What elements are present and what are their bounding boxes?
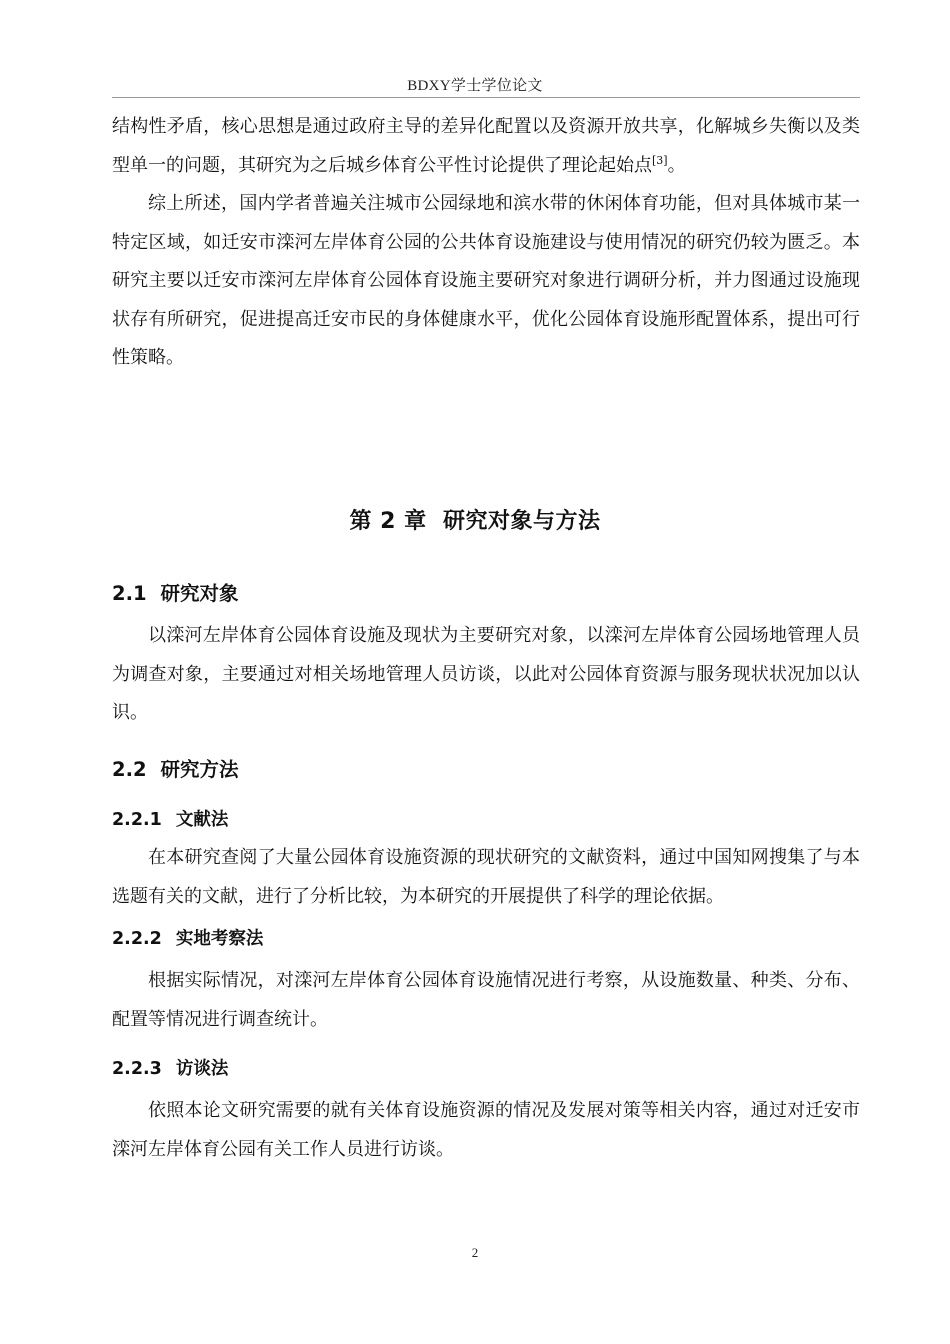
section-title: 研究方法 (160, 758, 239, 781)
intro-paragraph-1 (112, 108, 860, 185)
intro-paragraph-2-text: 综上所述，国内学者普遍关注城市公园绿地和滨水带的休闲体育功能，但对具体城市某一特定区域，如迁安市滦河左岸体育公园的公共体育设施建设与使用情况的研究仍较为匮乏。本研究主要以迁安市滦河左岸体育公园体育设施主要研究对象进行调研分析，并力图通过设施现状存有所研究，促进提高迁安市民的身体健康水平，优化公园体育设施形配置体系，提出可行性策略。 (112, 193, 860, 368)
section-number: 2.1 (112, 582, 147, 605)
running-header: BDXY学士学位论文 (407, 78, 543, 94)
section-2-1-body (112, 617, 860, 733)
section-2-2-1-body (112, 839, 860, 916)
section-2-2-3-paragraph: 依照本论文研究需要的就有关体育设施资源的情况及发展对策等相关内容，通过对迁安市滦河左岸体育公园有关工作人员进行访谈。 (112, 1100, 860, 1160)
subsection-number: 2.2.3 (112, 1059, 162, 1079)
section-2-2-2-body (112, 962, 860, 1039)
chapter-title (0, 504, 950, 535)
section-title: 研究对象 (160, 582, 239, 605)
subsection-number: 2.2.2 (112, 929, 162, 949)
section-heading-2-1 (112, 578, 239, 606)
subsection-heading-2-2-1 (112, 806, 228, 831)
subsection-number: 2.2.1 (112, 810, 162, 830)
citation-ref: [3] (652, 153, 668, 167)
section-heading-2-2 (112, 754, 239, 782)
page-number: 2 (471, 1245, 479, 1260)
section-number: 2.2 (112, 758, 147, 781)
subsection-title: 访谈法 (175, 1059, 229, 1079)
section-2-1-paragraph: 以滦河左岸体育公园体育设施及现状为主要研究对象，以滦河左岸体育公园场地管理人员为调查对象，主要通过对相关场地管理人员访谈，以此对公园体育资源与服务现状状况加以认识。 (112, 625, 860, 723)
chapter-number: 第 2 章 (349, 509, 427, 534)
subsection-title: 实地考察法 (175, 929, 264, 949)
chapter-name: 研究对象与方法 (442, 509, 601, 534)
intro-paragraph-1-tail: 。 (667, 154, 686, 176)
subsection-heading-2-2-2 (112, 925, 263, 950)
section-2-2-3-body (112, 1092, 860, 1169)
intro-paragraph-1-body: 结构性矛盾，核心思想是通过政府主导的差异化配置以及资源开放共享，化解城乡失衡以及类型单一的问题，其研究为之后城乡体育公平性讨论提供了理论起始点 (112, 116, 860, 176)
intro-paragraph-1-text (112, 108, 860, 185)
subsection-title: 文献法 (175, 810, 229, 830)
section-2-2-2-paragraph: 根据实际情况，对滦河左岸体育公园体育设施情况进行考察，从设施数量、种类、分布、配置等情况进行调查统计。 (112, 970, 860, 1030)
subsection-heading-2-2-3 (112, 1055, 228, 1080)
section-2-2-1-paragraph: 在本研究查阅了大量公园体育设施资源的现状研究的文献资料，通过中国知网搜集了与本选题有关的文献，进行了分析比较，为本研究的开展提供了科学的理论依据。 (112, 847, 860, 907)
intro-paragraph-2 (112, 185, 860, 378)
header-rule (112, 97, 860, 98)
